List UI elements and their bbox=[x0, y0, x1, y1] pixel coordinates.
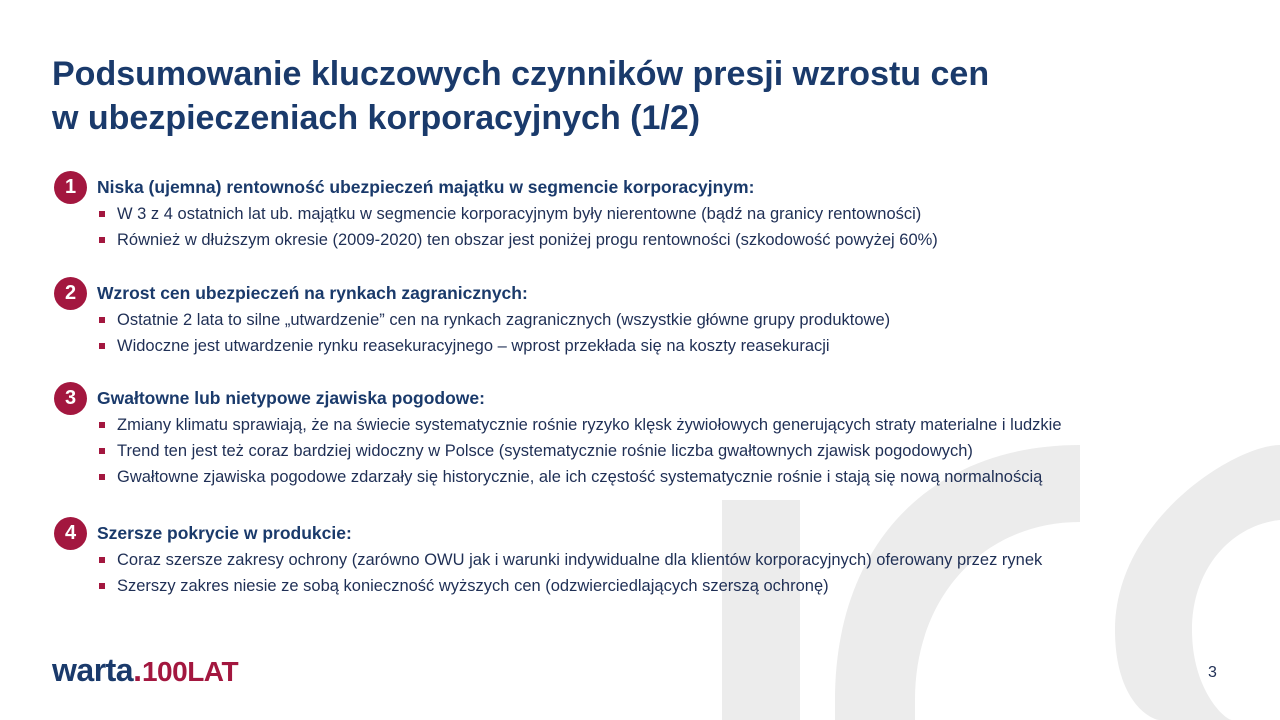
section-heading: Szersze pokrycie w produkcie: bbox=[97, 523, 352, 543]
logo-wordmark: warta bbox=[52, 652, 134, 688]
bullet-item: Coraz szersze zakresy ochrony (zarówno OWU jak i warunki indywidualne dla klientów korporacyjnych) oferowany przez rynek bbox=[96, 547, 1042, 573]
section-number-badge: 3 bbox=[54, 382, 87, 415]
bullet-list bbox=[96, 201, 938, 253]
warta-logo bbox=[52, 652, 238, 689]
bullet-item: W 3 z 4 ostatnich lat ub. majątku w segmencie korporacyjnym były nierentowne (bądź na granicy rentowności) bbox=[96, 201, 938, 227]
bullet-item: Trend ten jest też coraz bardziej widoczny w Polsce (systematycznie rośnie liczba gwałtownych zjawisk pogodowych) bbox=[96, 438, 1062, 464]
title-line-1: Podsumowanie kluczowych czynników presji wzrostu cen bbox=[52, 55, 990, 93]
bullet-list bbox=[96, 412, 1062, 490]
section-number-badge: 4 bbox=[54, 517, 87, 550]
bullet-list bbox=[96, 307, 890, 359]
bullet-item: Gwałtowne zjawiska pogodowe zdarzały się historycznie, ale ich częstość systematycznie rośnie i stają się nową normalnością bbox=[96, 464, 1062, 490]
section-heading: Gwałtowne lub nietypowe zjawiska pogodowe: bbox=[97, 388, 485, 408]
bullet-item: Szerszy zakres niesie ze sobą konieczność wyższych cen (odzwierciedlających szerszą ochronę) bbox=[96, 573, 1042, 599]
section-number-badge: 2 bbox=[54, 277, 87, 310]
bullet-item: Również w dłuższym okresie (2009-2020) ten obszar jest poniżej progu rentowności (szkodowość powyżej 60%) bbox=[96, 227, 938, 253]
section-heading: Wzrost cen ubezpieczeń na rynkach zagranicznych: bbox=[97, 283, 528, 303]
bullet-list bbox=[96, 547, 1042, 599]
section-number-badge: 1 bbox=[54, 171, 87, 204]
title-line-2: w ubezpieczeniach korporacyjnych (1/2) bbox=[52, 99, 701, 137]
watermark-digit-0-right bbox=[1115, 445, 1280, 720]
logo-dot: . bbox=[133, 652, 142, 688]
logo-100-lat: 100LAT bbox=[141, 656, 239, 687]
page-title bbox=[52, 52, 1202, 140]
watermark-digit-1 bbox=[722, 500, 800, 720]
page-number: 3 bbox=[1208, 664, 1217, 681]
section-heading: Niska (ujemna) rentowność ubezpieczeń majątku w segmencie korporacyjnym: bbox=[97, 177, 755, 197]
bullet-item: Widoczne jest utwardzenie rynku reasekuracyjnego – wprost przekłada się na koszty reasekuracji bbox=[96, 333, 890, 359]
bullet-item: Zmiany klimatu sprawiają, że na świecie systematycznie rośnie ryzyko klęsk żywiołowych generujących straty materialne i ludzkie bbox=[96, 412, 1062, 438]
bullet-item: Ostatnie 2 lata to silne „utwardzenie” cen na rynkach zagranicznych (wszystkie główne grupy produktowe) bbox=[96, 307, 890, 333]
